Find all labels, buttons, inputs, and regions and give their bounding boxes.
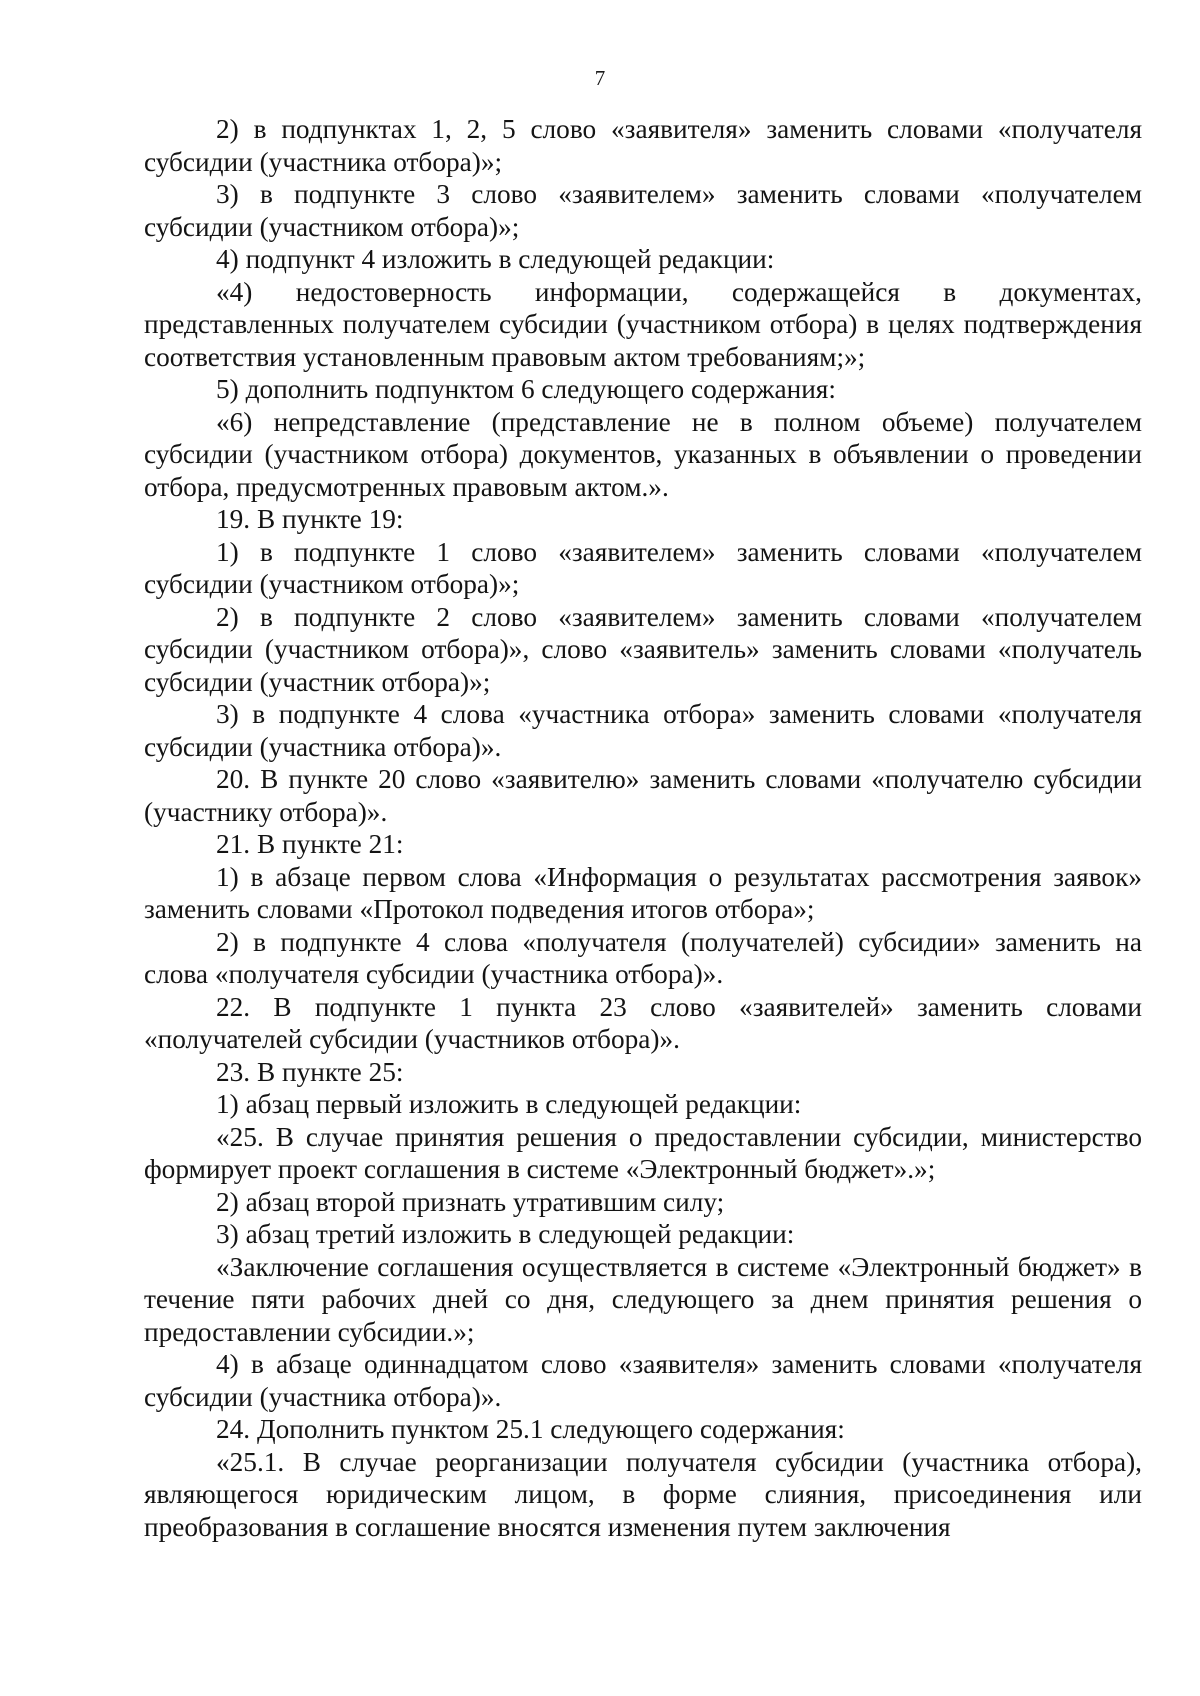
paragraph: 4) подпункт 4 изложить в следующей редакции: — [216, 244, 775, 274]
paragraph: 3) в подпункте 4 слова «участника отбора» заменить словами «получателя субсидии (участника отбора)». — [144, 699, 1142, 762]
paragraph: 3) абзац третий изложить в следующей редакции: — [216, 1219, 795, 1249]
paragraph: 4) в абзаце одиннадцатом слово «заявителя» заменить словами «получателя субсидии (участника отбора)». — [144, 1349, 1142, 1412]
paragraph: 24. Дополнить пунктом 25.1 следующего содержания: — [216, 1414, 845, 1444]
paragraph: 20. В пункте 20 слово «заявителю» заменить словами «получателю субсидии (участнику отбора)». — [144, 764, 1142, 827]
paragraph: «25.1. В случае реорганизации получателя субсидии (участника отбора), являющегося юридическим лицом, в форме слияния, присоединения или преобразования в соглашение вносятся изменения путем заключения — [144, 1446, 1142, 1542]
paragraph: «25. В случае принятия решения о предоставлении субсидии, министерство формирует проект соглашения в системе «Электронный бюджет».»; — [144, 1121, 1142, 1184]
paragraph: 5) дополнить подпунктом 6 следующего содержания: — [216, 374, 836, 404]
paragraph: «Заключение соглашения осуществляется в системе «Электронный бюджет» в течение пяти рабочих дней со дня, следующего за днем принятия решения о предоставлении субсидии.»; — [144, 1251, 1142, 1347]
paragraph: 19. В пункте 19: — [216, 504, 404, 534]
paragraph: 23. В пункте 25: — [216, 1056, 404, 1087]
paragraph: 3) в подпункте 3 слово «заявителем» заменить словами «получателем субсидии (участником отбора)»; — [144, 179, 1142, 242]
paragraph: 2) в подпункте 2 слово «заявителем» заменить словами «получателем субсидии (участником отбора)», слово «заявитель» заменить словами «получатель субсидии (участник отбора)»; — [144, 601, 1142, 697]
paragraph: 1) абзац первый изложить в следующей редакции: — [216, 1089, 802, 1119]
paragraph: «6) непредставление (представление не в полном объеме) получателем субсидии (участником отбора) документов, указанных в объявлении о проведении отбора, предусмотренных правовым актом.». — [144, 406, 1142, 502]
paragraph: 22. В подпункте 1 пункта 23 слово «заявителей» заменить словами «получателей субсидии (участников отбора)». — [144, 991, 1142, 1054]
paragraph: «4) недостоверность информации, содержащейся в документах, представленных получателем субсидии (участником отбора) в целях подтверждения соответствия установленным правовым актом требованиям;»; — [144, 276, 1142, 372]
paragraph: 21. В пункте 21: — [216, 829, 404, 859]
document-body — [144, 113, 1142, 1543]
page-number: 7 — [594, 66, 606, 90]
paragraph: 1) в абзаце первом слова «Информация о результатах рассмотрения заявок» заменить словами «Протокол подведения итогов отбора»; — [144, 861, 1142, 924]
paragraph: 2) в подпунктах 1, 2, 5 слово «заявителя» заменить словами «получателя субсидии (участника отбора)»; — [144, 114, 1142, 177]
paragraph: 2) в подпункте 4 слова «получателя (получателей) субсидии» заменить на слова «получателя субсидии (участника отбора)». — [144, 926, 1142, 989]
paragraph: 2) абзац второй признать утратившим силу; — [216, 1186, 725, 1217]
paragraph: 1) в подпункте 1 слово «заявителем» заменить словами «получателем субсидии (участником отбора)»; — [144, 536, 1142, 599]
